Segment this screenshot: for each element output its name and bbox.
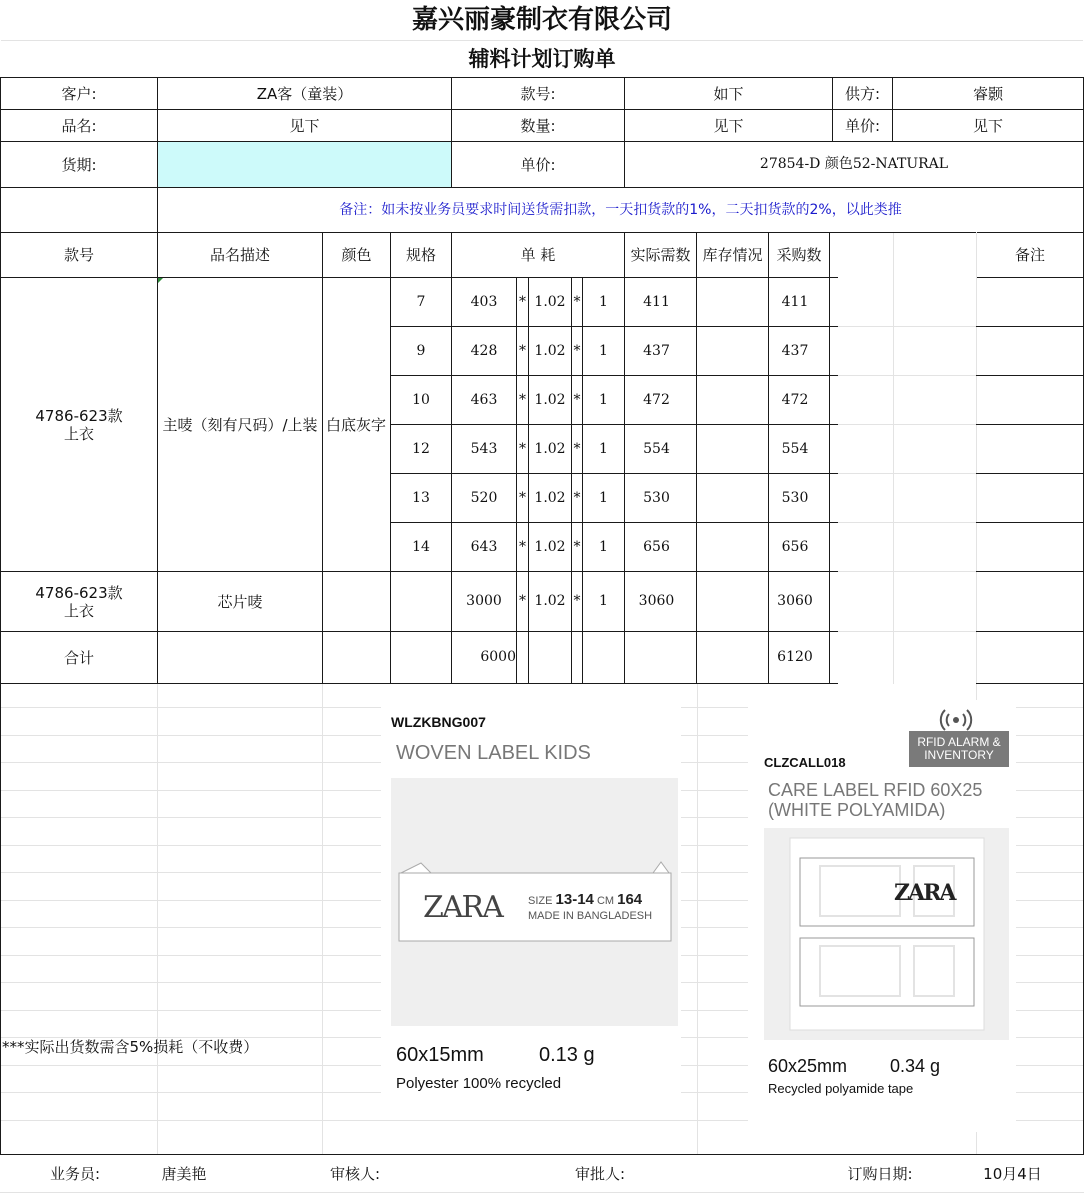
row-mult: 1 — [599, 293, 608, 310]
row-actual: 472 — [643, 391, 670, 408]
row-qty: 543 — [470, 440, 498, 457]
row-size: 9 — [416, 342, 426, 359]
woven-size-prefix: SIZE — [528, 895, 553, 907]
approver-label: 审批人: — [574, 1165, 626, 1183]
row-size: 12 — [412, 440, 430, 457]
care-dimension: 60x25mm — [768, 1056, 848, 1076]
row-purchase: 530 — [781, 489, 809, 506]
woven-cm-prefix: CM — [596, 895, 615, 907]
col-stock: 库存情况 — [702, 246, 763, 264]
row-mult: 1 — [599, 440, 608, 457]
row-size: 7 — [416, 293, 426, 310]
supplier-label: 供方: — [844, 84, 881, 103]
price-value: 27854-D 颜色52-NATURAL — [759, 156, 949, 173]
group1-color: 白底灰字 — [326, 415, 387, 434]
form-title: 辅料计划订购单 — [468, 46, 616, 72]
care-label-photo — [764, 828, 1009, 1040]
row-factor: 1.02 — [534, 391, 566, 408]
order-date-value: 10月4日 — [983, 1165, 1042, 1183]
row-star1: * — [519, 391, 526, 408]
row-actual: 530 — [643, 489, 670, 506]
row-purchase: 656 — [781, 538, 809, 555]
note-text: 备注：如未按业务员要求时间送货需扣款，一天扣货款的1%，二天扣货款的2%，以此类推 — [339, 201, 902, 218]
row-qty: 428 — [470, 342, 498, 359]
group2-mult: 1 — [599, 593, 608, 610]
woven-name: WOVEN LABEL KIDS — [396, 742, 591, 764]
row-star1: * — [519, 293, 526, 310]
col-style: 款号 — [63, 246, 94, 264]
woven-dimension: 60x15mm — [396, 1044, 484, 1066]
row-purchase: 437 — [781, 342, 809, 359]
rfid-icon — [936, 706, 976, 732]
unit-price-label: 单价: — [844, 116, 881, 135]
quantity-value: 见下 — [713, 116, 744, 135]
group1-style: 4786-623款 上衣 — [35, 406, 123, 443]
col-purchase: 采购数 — [776, 246, 822, 264]
row-star1: * — [519, 342, 526, 359]
woven-size-line — [528, 891, 642, 908]
group2-qty: 3000 — [466, 593, 502, 610]
woven-brand: ZARA — [423, 890, 502, 925]
woven-size-value: 13-14 — [555, 891, 594, 908]
company-name: 嘉兴丽豪制衣有限公司 — [411, 5, 672, 36]
col-color: 颜色 — [341, 246, 372, 264]
customer-value: ZA客（童装） — [256, 84, 353, 103]
group2-actual: 3060 — [638, 593, 675, 610]
group2-description: 芯片唛 — [217, 592, 263, 611]
row-star2: * — [573, 342, 581, 359]
group2-star1: * — [519, 593, 526, 610]
order-date-label: 订购日期: — [847, 1165, 913, 1183]
col-remark: 备注 — [1014, 246, 1045, 264]
sales-value: 唐美艳 — [161, 1165, 207, 1183]
row-mult: 1 — [599, 342, 608, 359]
woven-weight: 0.13 g — [539, 1044, 595, 1066]
delivery-date-field[interactable] — [158, 142, 451, 187]
quantity-label: 数量: — [520, 116, 556, 135]
group2-star2: * — [573, 593, 581, 610]
care-material: Recycled polyamide tape — [768, 1081, 914, 1096]
item-label: 品名: — [61, 116, 97, 135]
row-qty: 520 — [470, 489, 498, 506]
footnote: ***实际出货数需含5%损耗（不收费） — [2, 1038, 259, 1056]
care-weight: 0.34 g — [890, 1056, 941, 1076]
row-size: 14 — [412, 538, 430, 555]
group2-factor: 1.02 — [534, 593, 566, 610]
item-value: 见下 — [289, 116, 320, 135]
row-mult: 1 — [599, 489, 608, 506]
care-label-drawing — [764, 828, 1009, 1040]
row-star2: * — [573, 391, 581, 408]
care-brand: ZARA — [894, 880, 955, 906]
row-star1: * — [519, 489, 526, 506]
row-purchase: 411 — [781, 293, 809, 310]
col-description: 品名描述 — [209, 246, 270, 264]
col-actual: 实际需数 — [630, 246, 691, 264]
row-star2: * — [573, 440, 581, 457]
woven-material: Polyester 100% recycled — [396, 1075, 562, 1092]
row-star1: * — [519, 538, 526, 555]
row-size: 13 — [412, 489, 430, 506]
row-factor: 1.02 — [534, 489, 566, 506]
row-star1: * — [519, 440, 526, 457]
row-actual: 437 — [643, 342, 670, 359]
care-code: CLZCALL018 — [764, 755, 846, 770]
woven-code: WLZKBNG007 — [391, 714, 486, 730]
comment-marker — [158, 278, 163, 283]
total-label: 合计 — [63, 648, 94, 667]
row-mult: 1 — [599, 391, 608, 408]
group1-description: 主唛（刻有尺码）/上装 — [162, 415, 318, 434]
row-factor: 1.02 — [534, 538, 566, 555]
row-purchase: 472 — [781, 391, 809, 408]
row-star2: * — [573, 538, 581, 555]
row-actual: 411 — [643, 293, 670, 310]
sales-label: 业务员: — [49, 1165, 101, 1183]
row-factor: 1.02 — [534, 342, 566, 359]
row-actual: 656 — [643, 538, 670, 555]
row-star2: * — [573, 489, 581, 506]
group2-style: 4786-623款 上衣 — [35, 583, 123, 620]
woven-made-in: MADE IN BANGLADESH — [528, 910, 653, 922]
row-actual: 554 — [643, 440, 670, 457]
row-qty: 403 — [470, 293, 498, 310]
row-purchase: 554 — [781, 440, 809, 457]
reviewer-label: 审核人: — [329, 1165, 381, 1183]
style-value: 如下 — [713, 84, 744, 103]
total-purchase: 6120 — [777, 649, 813, 666]
group2-purchase: 3060 — [777, 593, 813, 610]
unit-price-value: 见下 — [972, 116, 1003, 135]
woven-cm-value: 164 — [617, 891, 643, 908]
supplier-value: 睿颢 — [972, 84, 1003, 103]
care-name: CARE LABEL RFID 60X25 (WHITE POLYAMIDA) — [768, 780, 983, 820]
total-qty: 6000 — [480, 649, 516, 666]
delivery-label: 货期: — [61, 155, 97, 174]
row-factor: 1.02 — [534, 293, 566, 310]
row-factor: 1.02 — [534, 440, 566, 457]
col-size: 规格 — [405, 246, 436, 264]
col-consumption: 单 耗 — [520, 246, 556, 264]
row-mult: 1 — [599, 538, 608, 555]
row-qty: 463 — [470, 391, 498, 408]
care-label-card — [748, 700, 1016, 1132]
customer-label: 客户: — [61, 84, 97, 103]
row-qty: 643 — [470, 538, 498, 555]
woven-label-photo — [391, 778, 678, 1026]
price-label: 单价: — [520, 155, 556, 174]
woven-label-card — [381, 706, 681, 1106]
style-label: 款号: — [520, 84, 556, 103]
row-size: 10 — [412, 391, 430, 408]
rfid-badge: RFID ALARM & INVENTORY — [909, 731, 1009, 767]
row-star2: * — [573, 293, 581, 310]
